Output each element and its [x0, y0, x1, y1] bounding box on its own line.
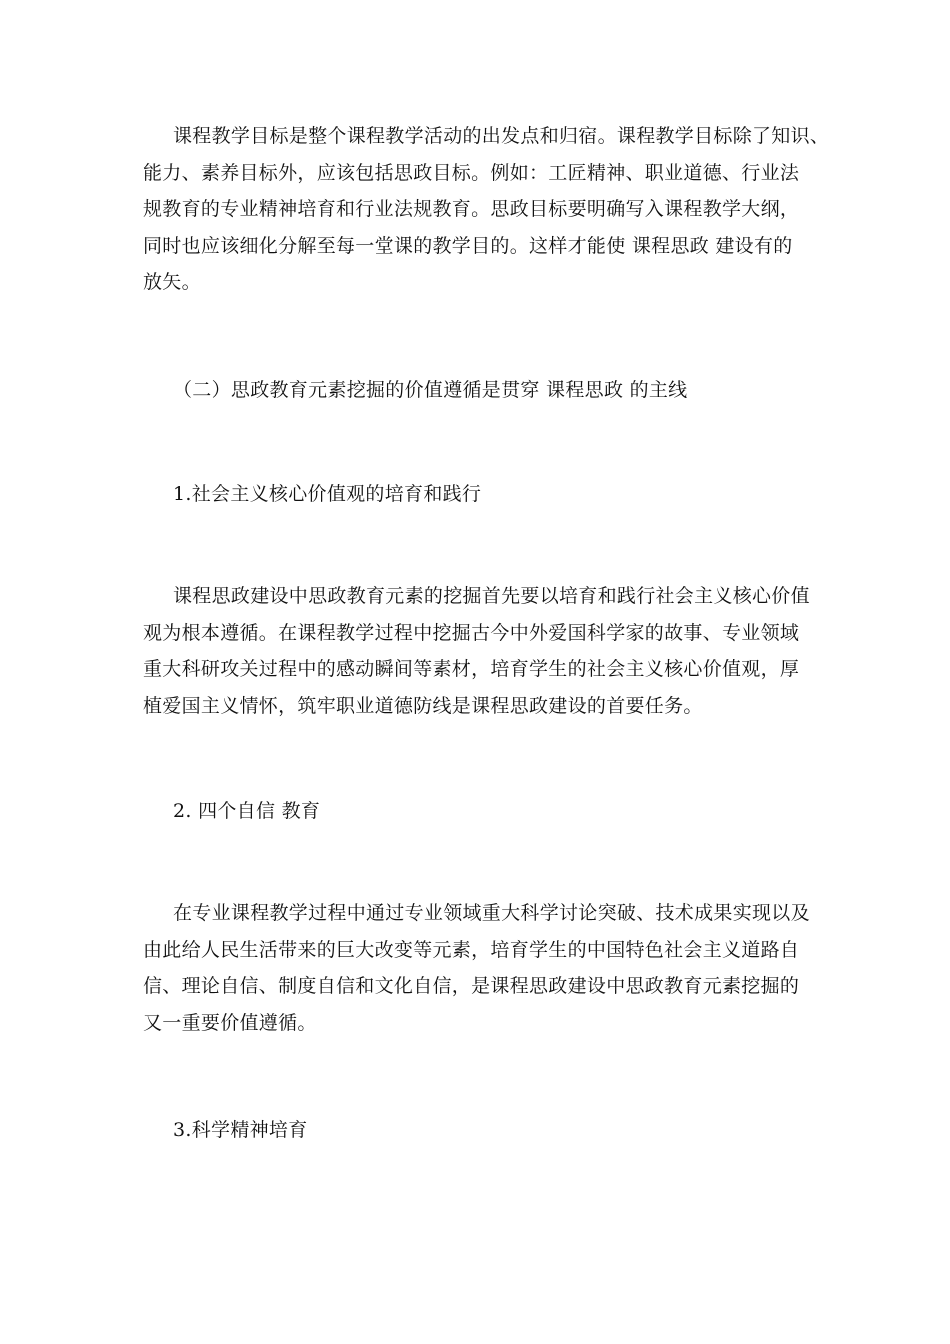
paragraph-line: 由此给人民生活带来的巨大改变等元素，培育学生的中国特色社会主义道路自	[143, 938, 800, 961]
paragraph-line: 重大科研攻关过程中的感动瞬间等素材，培育学生的社会主义核心价值观，厚	[143, 658, 800, 680]
paragraph-line: 在专业课程教学过程中通过专业领域重大科学讨论突破、技术成果实现以及	[173, 902, 810, 924]
paragraph-line: 课程教学目标是整个课程教学活动的出发点和归宿。课程教学目标除了知识、	[173, 125, 830, 147]
paragraph-line: 植爱国主义情怀，筑牢职业道德防线是课程思政建设的首要任务。	[143, 694, 703, 717]
paragraph-line: 课程思政建设中思政教育元素的挖掘首先要以培育和践行社会主义核心价值	[173, 585, 810, 607]
section-heading: （二）思政教育元素挖掘的价值遵循是贯穿 课程思政 的主线	[173, 379, 688, 401]
paragraph-line: 放矢。	[143, 271, 201, 293]
paragraph-line: 信、理论自信、制度自信和文化自信，是课程思政建设中思政教育元素挖掘的	[143, 975, 800, 997]
paragraph-line: 观为根本遵循。在课程教学过程中挖掘古今中外爱国科学家的故事、专业领域	[143, 621, 800, 644]
paragraph-line: 能力、素养目标外，应该包括思政目标。例如：工匠精神、职业道德、行业法	[143, 161, 800, 184]
paragraph-line: 同时也应该细化分解至每一堂课的教学目的。这样才能使 课程思政 建设有的	[143, 234, 793, 257]
subsection-heading: 3.科学精神培育	[173, 1119, 308, 1141]
paragraph-core-values	[143, 578, 823, 724]
subsection-heading: 1.社会主义核心价值观的培育和践行	[173, 483, 482, 505]
paragraph-four-confidences	[143, 895, 823, 1041]
paragraph-teaching-goals	[143, 118, 830, 301]
paragraph-line: 规教育的专业精神培育和行业法规教育。思政目标要明确写入课程教学大纲，	[143, 198, 800, 220]
subsection-heading: 2. 四个自信 教育	[173, 800, 321, 822]
paragraph-line: 又一重要价值遵循。	[143, 1011, 317, 1034]
